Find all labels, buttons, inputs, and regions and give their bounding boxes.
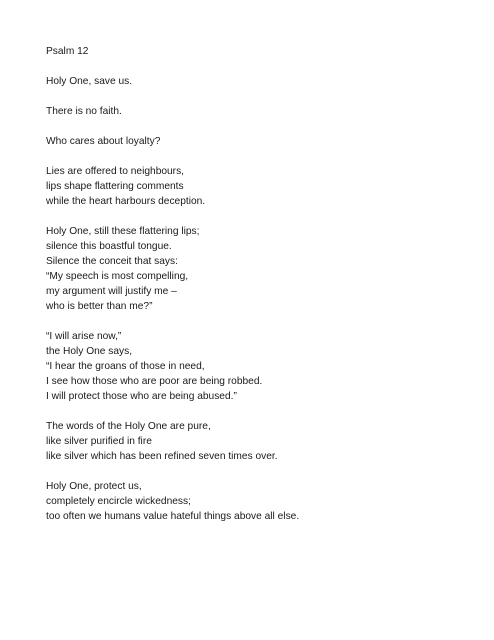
text-line: Holy One, protect us, xyxy=(46,481,142,492)
text-line: Holy One, save us. xyxy=(46,76,133,87)
text-line: Lies are offered to neighbours, xyxy=(46,166,185,177)
stanza-3 xyxy=(46,134,476,149)
text-line: Who cares about loyalty? xyxy=(46,136,161,147)
text-line: I see how those who are poor are being robbed. xyxy=(46,376,263,387)
text-line: the Holy One says, xyxy=(46,346,133,357)
stanza-5 xyxy=(46,224,476,314)
text-line: Silence the conceit that says: xyxy=(46,256,178,267)
text-line: like silver which has been refined seven times over. xyxy=(46,451,278,462)
text-line: “My speech is most compelling, xyxy=(46,271,189,282)
text-line: The words of the Holy One are pure, xyxy=(46,421,211,432)
text-line: lips shape flattering comments xyxy=(46,181,184,192)
text-line: my argument will justify me – xyxy=(46,286,177,297)
text-line: who is better than me?” xyxy=(46,301,153,312)
stanza-2 xyxy=(46,104,476,119)
psalm-text xyxy=(46,44,476,539)
text-line: like silver purified in fire xyxy=(46,436,152,447)
text-line: “I will arise now,” xyxy=(46,331,122,342)
text-line: while the heart harbours deception. xyxy=(46,196,206,207)
stanza-4 xyxy=(46,164,476,209)
text-line: I will protect those who are being abused.” xyxy=(46,391,237,402)
text-line: too often we humans value hateful things above all else. xyxy=(46,511,300,522)
text-line: Holy One, still these flattering lips; xyxy=(46,226,200,237)
stanza-8 xyxy=(46,479,476,524)
text-line: completely encircle wickedness; xyxy=(46,496,191,507)
text-line: There is no faith. xyxy=(46,106,122,117)
stanza-7 xyxy=(46,419,476,464)
text-line: silence this boastful tongue. xyxy=(46,241,172,252)
document-title: Psalm 12 xyxy=(46,46,89,57)
stanza-6 xyxy=(46,329,476,404)
stanza-1 xyxy=(46,74,476,89)
text-line: “I hear the groans of those in need, xyxy=(46,361,205,372)
